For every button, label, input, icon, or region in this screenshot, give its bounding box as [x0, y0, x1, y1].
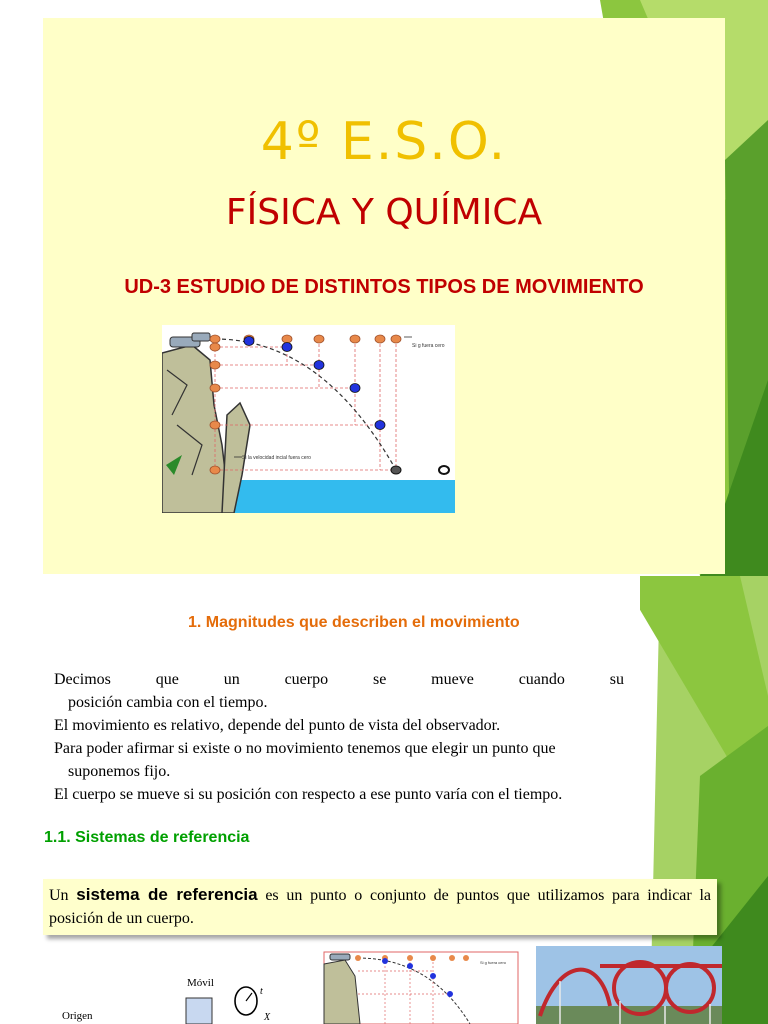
mini-projectile-diagram	[324, 952, 518, 1024]
label-g-zero: Si g fuera cero	[412, 343, 445, 349]
bullet-line: El movimiento es relativo, depende del punto de vista del observador.	[54, 717, 501, 734]
example-thumbnails	[0, 946, 768, 1024]
definition-box	[43, 879, 717, 935]
page-title: 4º E.S.O.	[260, 112, 508, 172]
projectile-cliff-diagram	[162, 325, 455, 513]
bullet-line: Decimos que un cuerpo se mueve cuando su	[54, 671, 624, 688]
list-item	[44, 737, 704, 783]
bullet-line: suponemos fijo.	[68, 763, 171, 780]
bullet-line: El cuerpo se mueve si su posición con respecto a ese punto varía con el tiempo.	[54, 786, 563, 803]
section-heading: 1. Magnitudes que describen el movimiento	[188, 614, 520, 631]
mobile-block-icon	[186, 998, 212, 1024]
mobile-label: Móvil	[187, 977, 214, 989]
t-label: t	[260, 986, 263, 997]
x-label: X	[264, 1012, 271, 1023]
subject-title: FÍSICA Y QUÍMICA	[225, 192, 543, 233]
origin-label: Origen	[62, 1010, 93, 1022]
definition-pre: Un	[49, 887, 69, 904]
label-v-zero: Si la velocidad incial fuera cero	[242, 455, 311, 461]
bullet-line: posición cambia con el tiempo.	[68, 694, 268, 711]
subsection-heading: 1.1. Sistemas de referencia	[44, 829, 250, 846]
roller-coaster-photo	[536, 946, 722, 1024]
list-item	[44, 783, 704, 806]
definition-text: es un punto o conjunto de puntos que utilizamos para indicar la posición de un cuerpo.	[49, 887, 711, 927]
bullet-line: Para poder afirmar si existe o no movimiento tenemos que elegir un punto que	[54, 740, 556, 757]
list-item	[44, 668, 704, 714]
content-slide	[0, 576, 768, 1024]
list-item	[44, 714, 704, 737]
unit-title: UD-3 ESTUDIO DE DISTINTOS TIPOS DE MOVIMIENTO	[124, 276, 644, 298]
mini-label-g-zero: Si g fuera cero	[480, 960, 507, 965]
definition-term: sistema de referencia	[76, 885, 258, 904]
bullet-list	[44, 668, 704, 806]
sea	[222, 480, 455, 513]
